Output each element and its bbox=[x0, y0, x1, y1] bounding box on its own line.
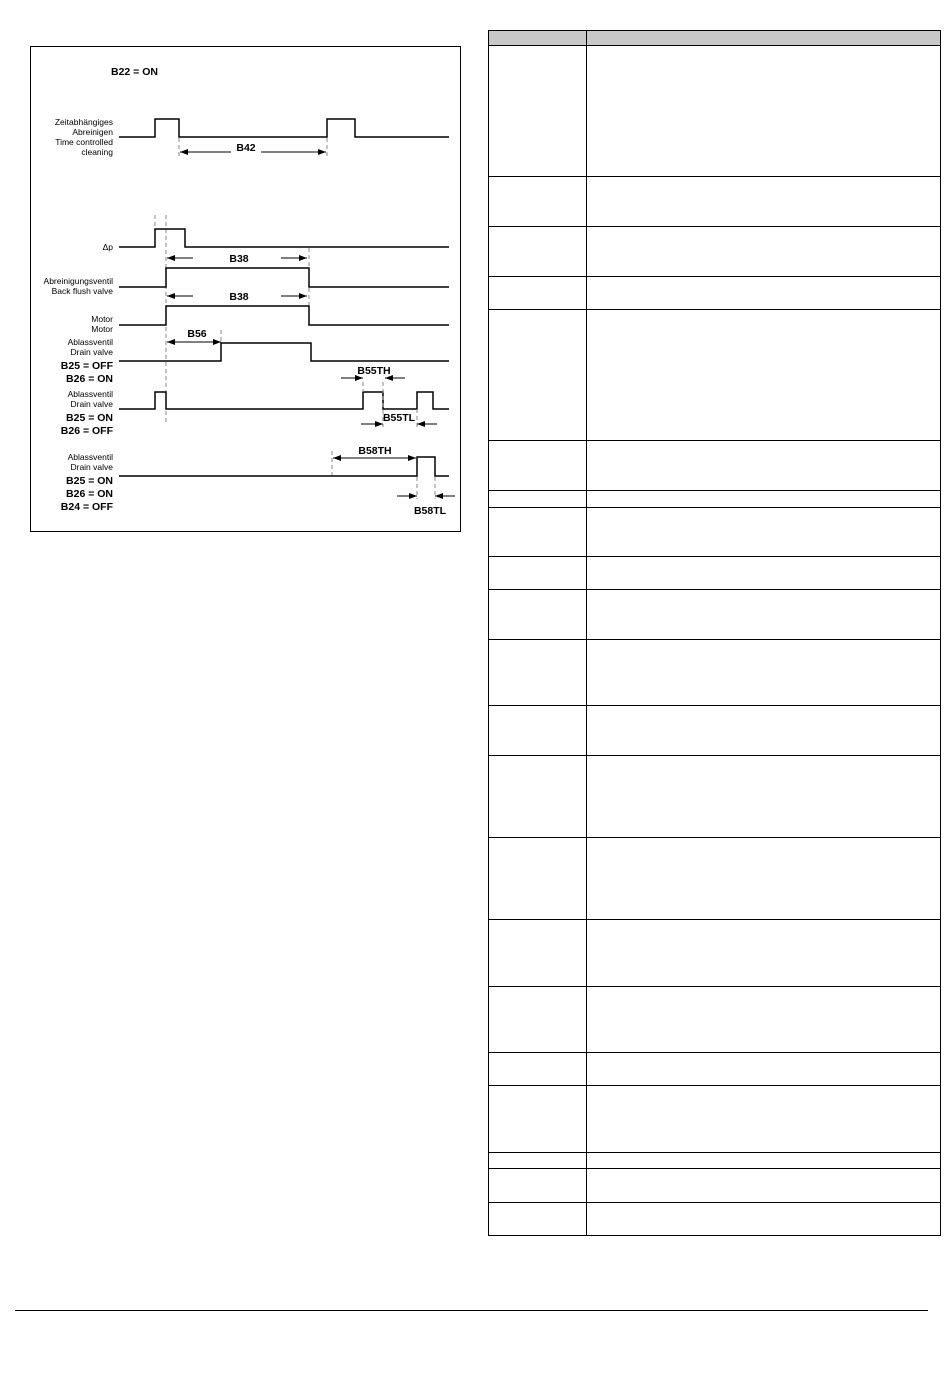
table-cell bbox=[489, 1153, 587, 1169]
svg-text:cleaning: cleaning bbox=[81, 147, 113, 157]
table-header-cell bbox=[587, 31, 941, 46]
table-cell bbox=[489, 1169, 587, 1203]
table-cell bbox=[587, 557, 941, 590]
svg-text:Ablassventil: Ablassventil bbox=[67, 337, 113, 347]
table-cell bbox=[489, 46, 587, 177]
table-cell bbox=[587, 46, 941, 177]
table-cell bbox=[587, 1153, 941, 1169]
table-cell bbox=[587, 1169, 941, 1203]
table-cell bbox=[489, 640, 587, 706]
table-cell bbox=[489, 310, 587, 441]
table-row bbox=[489, 1086, 941, 1153]
svg-text:Ablassventil: Ablassventil bbox=[67, 452, 113, 462]
svg-text:B25 = OFF: B25 = OFF bbox=[60, 360, 113, 372]
svg-text:Time controlled: Time controlled bbox=[55, 137, 113, 147]
svg-text:Drain valve: Drain valve bbox=[70, 462, 113, 472]
svg-text:Drain valve: Drain valve bbox=[70, 347, 113, 357]
waveform-drain-1 bbox=[119, 343, 449, 361]
table-cell bbox=[587, 1086, 941, 1153]
table-cell bbox=[587, 177, 941, 227]
dim-b38-b: B38 bbox=[229, 291, 249, 303]
table-row bbox=[489, 557, 941, 590]
table-cell bbox=[587, 491, 941, 508]
dim-b55tl: B55TL bbox=[382, 412, 416, 424]
dim-b42: B42 bbox=[236, 142, 256, 154]
table-cell bbox=[587, 508, 941, 557]
dim-b56: B56 bbox=[187, 328, 207, 340]
waveform-motor bbox=[119, 306, 449, 325]
table-row bbox=[489, 177, 941, 227]
table-cell bbox=[587, 1203, 941, 1236]
table-row bbox=[489, 838, 941, 920]
svg-text:Motor: Motor bbox=[91, 314, 113, 324]
table-cell bbox=[489, 1086, 587, 1153]
svg-text:B26 = OFF: B26 = OFF bbox=[60, 425, 113, 437]
svg-text:B26 = ON: B26 = ON bbox=[66, 373, 113, 385]
table-cell bbox=[489, 987, 587, 1053]
svg-text:B24 = OFF: B24 = OFF bbox=[60, 501, 113, 513]
timing-diagram-svg bbox=[31, 47, 462, 533]
svg-text:Back flush valve: Back flush valve bbox=[51, 286, 113, 296]
table-row bbox=[489, 277, 941, 310]
table-cell bbox=[587, 838, 941, 920]
table-cell bbox=[587, 920, 941, 987]
svg-text:Zeitabhängiges: Zeitabhängiges bbox=[54, 117, 113, 127]
waveform-drain-3 bbox=[119, 457, 449, 476]
signal-label-motor bbox=[91, 314, 113, 334]
signal-label-back-flush bbox=[44, 276, 114, 296]
signal-label-drain-1 bbox=[61, 337, 114, 385]
table-cell bbox=[489, 277, 587, 310]
waveform-dp bbox=[119, 229, 449, 247]
table-cell bbox=[587, 640, 941, 706]
table-cell bbox=[587, 310, 941, 441]
signal-label-drain-3 bbox=[61, 452, 114, 513]
table-row bbox=[489, 310, 941, 441]
table-cell bbox=[489, 838, 587, 920]
signal-label-drain-2 bbox=[61, 389, 114, 437]
table-cell bbox=[489, 177, 587, 227]
table-cell bbox=[489, 227, 587, 277]
table-cell bbox=[489, 706, 587, 756]
table-row bbox=[489, 590, 941, 640]
table-cell bbox=[489, 508, 587, 557]
table-cell bbox=[489, 557, 587, 590]
table-cell bbox=[489, 756, 587, 838]
table-cell bbox=[587, 441, 941, 491]
table-row bbox=[489, 491, 941, 508]
table-row bbox=[489, 46, 941, 177]
table-header-row bbox=[489, 31, 941, 46]
table-cell bbox=[587, 227, 941, 277]
dim-b58th: B58TH bbox=[358, 445, 392, 457]
table-cell bbox=[489, 491, 587, 508]
signal-label-time-cleaning bbox=[55, 117, 113, 157]
table-row bbox=[489, 1153, 941, 1169]
table-row bbox=[489, 508, 941, 557]
svg-text:B26 = ON: B26 = ON bbox=[66, 488, 113, 500]
svg-text:Drain valve: Drain valve bbox=[70, 399, 113, 409]
svg-text:B25 = ON: B25 = ON bbox=[66, 475, 113, 487]
table-row bbox=[489, 640, 941, 706]
parameter-table bbox=[488, 30, 941, 1236]
svg-text:B25 = ON: B25 = ON bbox=[66, 412, 113, 424]
svg-text:Abreinigungsventil: Abreinigungsventil bbox=[43, 276, 113, 286]
table-row bbox=[489, 1169, 941, 1203]
table-row bbox=[489, 227, 941, 277]
table-cell bbox=[587, 987, 941, 1053]
table-cell bbox=[587, 590, 941, 640]
table-cell bbox=[489, 920, 587, 987]
waveform-drain-2 bbox=[119, 392, 449, 409]
table-cell bbox=[489, 1053, 587, 1086]
table-cell bbox=[587, 706, 941, 756]
table-cell bbox=[587, 1053, 941, 1086]
table-row bbox=[489, 1053, 941, 1086]
dim-b58tl: B58TL bbox=[413, 505, 447, 517]
table-row bbox=[489, 920, 941, 987]
timing-diagram bbox=[30, 46, 461, 532]
table-row bbox=[489, 1203, 941, 1236]
table-row bbox=[489, 756, 941, 838]
table-cell bbox=[489, 590, 587, 640]
svg-text:Motor: Motor bbox=[91, 324, 113, 334]
table-header-cell bbox=[489, 31, 587, 46]
footer-rule bbox=[15, 1310, 928, 1311]
table-cell bbox=[489, 1203, 587, 1236]
dim-b38-a: B38 bbox=[229, 253, 249, 265]
table-cell bbox=[587, 277, 941, 310]
table-cell bbox=[587, 756, 941, 838]
svg-text:Abreinigen: Abreinigen bbox=[72, 127, 113, 137]
table-row bbox=[489, 441, 941, 491]
table-cell bbox=[489, 441, 587, 491]
signal-label-dp: Δp bbox=[102, 242, 113, 252]
b22-label: B22 = ON bbox=[111, 66, 158, 78]
waveform-back-flush bbox=[119, 268, 449, 287]
waveform-time-cleaning bbox=[119, 119, 449, 137]
svg-text:Ablassventil: Ablassventil bbox=[67, 389, 113, 399]
table-row bbox=[489, 706, 941, 756]
dim-b55th: B55TH bbox=[357, 365, 391, 377]
table-row bbox=[489, 987, 941, 1053]
